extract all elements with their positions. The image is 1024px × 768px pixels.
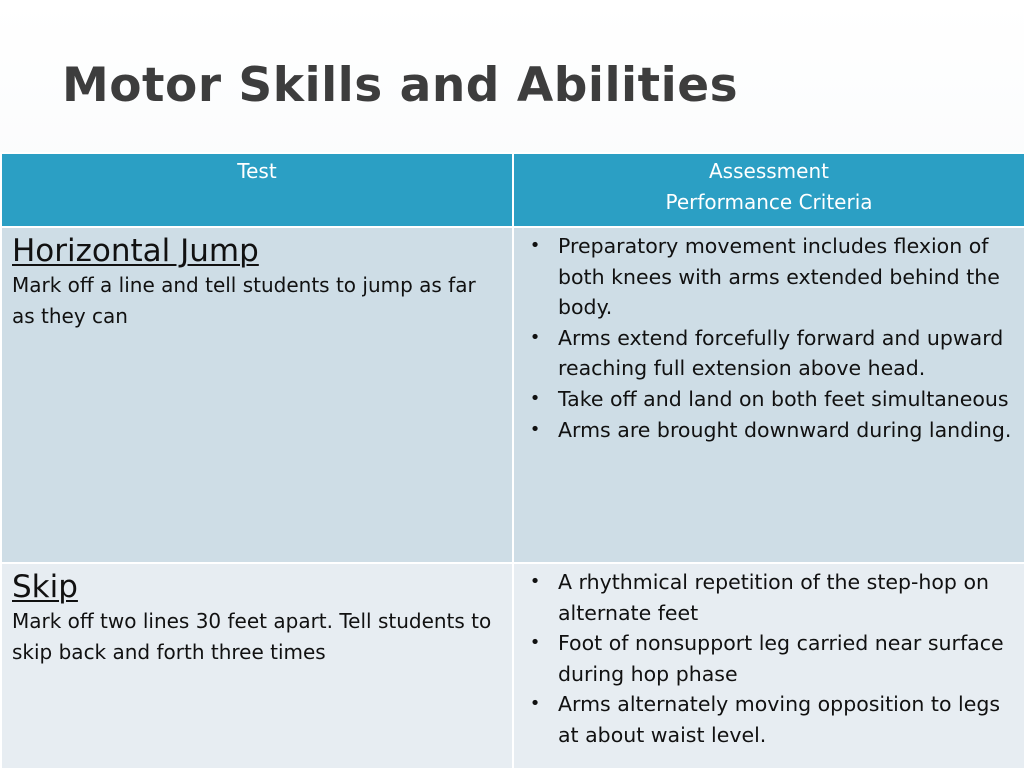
test-description: Mark off two lines 30 feet apart. Tell students to skip back and forth three times [12,609,492,664]
criteria-text: A rhythmical repetition of the step-hop on alternate feet [558,570,989,625]
test-cell [1,227,513,563]
criteria-text: Arms are brought downward during landing. [558,417,1012,442]
header-test [1,153,513,227]
criteria-cell [513,563,1024,768]
header-test-label: Test [237,159,277,183]
criteria-list [524,567,1016,751]
table-header-row [1,153,1024,227]
bullet-icon: • [529,387,541,409]
slide-title: Motor Skills and Abilities [62,58,739,113]
criteria-text: Take off and land on both feet simultaneous [558,386,1009,411]
criteria-cell [513,227,1024,563]
criteria-text: Arms extend forcefully forward and upward reaching full extension above head. [558,325,1004,381]
criteria-list [524,231,1016,445]
criteria-item [524,415,1016,446]
header-assessment [513,153,1024,227]
table-row [1,563,1024,768]
header-performance-criteria-label: Performance Criteria [665,190,873,214]
criteria-item [524,567,1016,628]
criteria-item [524,628,1016,689]
criteria-text: Arms alternately moving opposition to legs at about waist level. [558,692,1001,747]
test-name: Horizontal Jump [12,233,259,269]
criteria-item [524,231,1016,323]
bullet-icon: • [529,326,541,348]
bullet-icon: • [529,693,541,715]
bullet-icon: • [529,418,541,440]
header-assessment-label: Assessment [709,159,829,183]
bullet-icon: • [529,235,541,256]
test-name: Skip [12,569,78,605]
table-row [1,227,1024,563]
test-cell [1,563,513,768]
criteria-text: Foot of nonsupport leg carried near surface during hop phase [558,631,1004,686]
test-description: Mark off a line and tell students to jump as far as they can [12,273,476,328]
assessment-table [0,152,1024,768]
criteria-text: Preparatory movement includes flexion of both knees with arms extended behind the body. [558,234,1000,320]
criteria-item [524,323,1016,384]
bullet-icon: • [529,632,541,654]
criteria-item [524,689,1016,750]
bullet-icon: • [529,571,541,592]
criteria-item [524,384,1016,415]
